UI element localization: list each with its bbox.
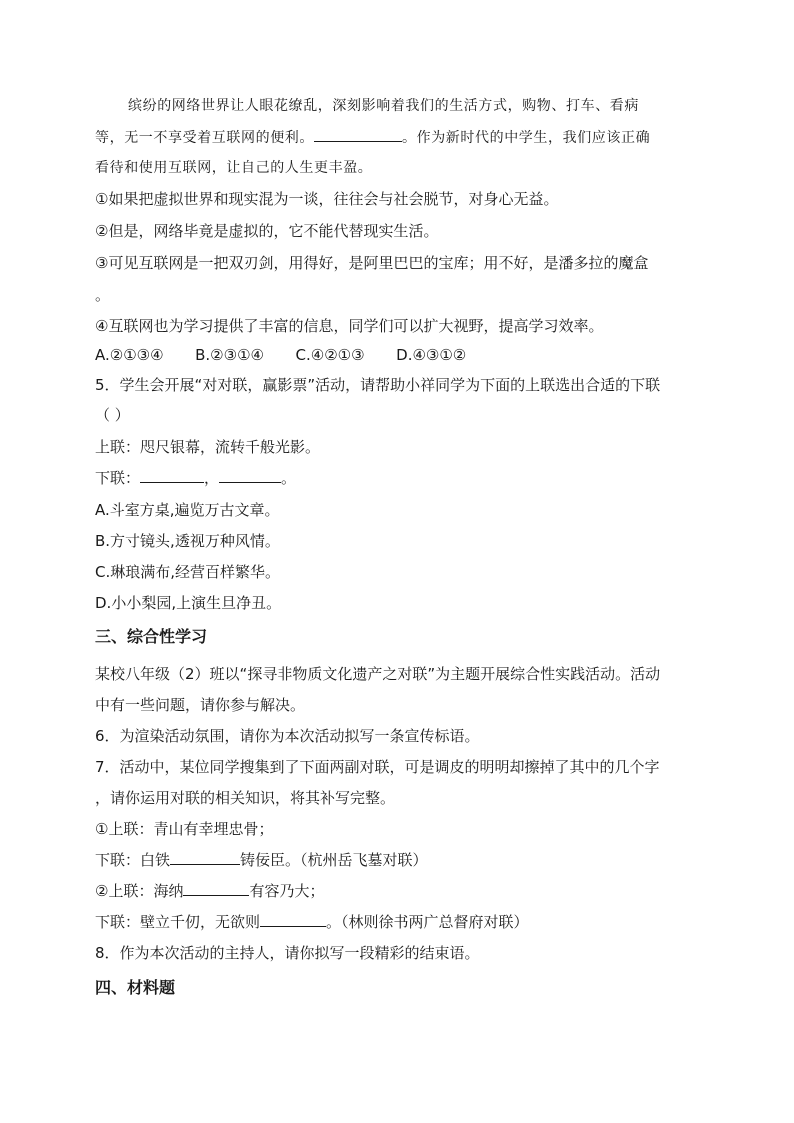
q4-option-c: C.④②①③ [295,346,365,364]
q5-option-c: C.琳琅满布,经营百样繁华。 [95,563,281,581]
section-3-intro: 某校八年级（2）班以“探寻非物质文化遗产之对联”为主题开展综合性实践活动。活动 [95,665,661,683]
q7-blank-2 [183,881,249,896]
q7-c1-lower-end: 铸佞臣。（杭州岳飞墓对联） [240,851,428,869]
q7-c1-lower-start: 下联：白铁 [95,851,171,869]
passage-line-2-start: 等，无一不享受着互联网的便利。 [95,130,314,146]
passage-blank [314,127,402,142]
q7-c2-upper-start: ②上联：海纳 [95,882,184,900]
q5-lower-prefix: 下联： [95,469,141,487]
q4-option-b: B.②③①④ [195,346,264,364]
q7-stem-cont: ，请你运用对联的相关知识，将其补写完整。 [95,789,396,807]
q5-blank-2 [219,468,281,483]
q4-sentence-3-end: 。 [95,286,111,304]
q5-option-a: A.斗室方桌,遍览万古文章。 [95,501,280,519]
q7-couplet-2-upper [95,881,324,901]
q5-option-d: D.小小梨园,上演生旦净丑。 [95,594,282,612]
q4-sentence-1: ①如果把虚拟世界和现实混为一谈，往往会与社会脱节，对身心无益。 [95,190,559,208]
q7-blank-3 [260,912,326,927]
q5-lower-couplet [95,468,296,488]
passage-line-2-end: 。作为新时代的中学生，我们应该正确 [402,130,651,146]
q7-couplet-1-lower [95,850,428,870]
q5-option-b: B.方寸镜头,透视万种风情。 [95,532,280,550]
q5-lower-comma: ， [204,469,220,487]
passage-line-2 [95,127,650,148]
q4-sentence-3: ③可见互联网是一把双刃剑，用得好，是阿里巴巴的宝库；用不好，是潘多拉的魔盒 [95,254,649,272]
q5-upper-couplet: 上联：咫尺银幕，流转千般光影。 [95,438,321,456]
section-3-title: 三、综合性学习 [95,627,208,646]
q7-c2-lower-start: 下联：壁立千仞，无欲则 [95,913,261,931]
q5-stem: 5．学生会开展“对对联，赢影票”活动，请帮助小祥同学为下面的上联选出合适的下联 [95,376,661,394]
q4-sentence-2: ②但是，网络毕竟是虚拟的，它不能代替现实生活。 [95,222,439,240]
q7-couplet-1-upper: ①上联：青山有幸埋忠骨； [95,820,274,838]
q7-couplet-2-lower [95,912,529,932]
section-3-intro-cont: 中有一些问题，请你参与解决。 [95,696,306,714]
q7-stem: 7．活动中，某位同学搜集到了下面两副对联，可是调皮的明明却擦掉了其中的几个字 [95,758,660,776]
q5-lower-end: 。 [281,469,297,487]
q7-c2-upper-end: 有容乃大； [249,882,325,900]
passage-line-3: 看待和使用互联网，让自己的人生更丰盈。 [95,160,373,176]
q7-blank-1 [170,850,240,865]
q6-stem: 6．为渲染活动氛围，请你为本次活动拟写一条宣传标语。 [95,727,480,745]
q4-options [95,345,466,365]
q5-stem-bracket: （ ） [95,406,130,424]
q4-option-a: A.②①③④ [95,346,164,364]
q5-blank-1 [140,468,204,483]
section-4-title: 四、材料题 [95,978,176,997]
passage-line-1: 缤纷的网络世界让人眼花缭乱，深刻影响着我们的生活方式，购物、打车、看病 [128,98,639,114]
q7-c2-lower-end: 。（林则徐书两广总督府对联） [326,913,529,931]
q8-stem: 8．作为本次活动的主持人，请你拟写一段精彩的结束语。 [95,944,480,962]
q4-sentence-4: ④互联网也为学习提供了丰富的信息，同学们可以扩大视野，提高学习效率。 [95,317,604,335]
q4-option-d: D.④③①② [396,346,467,364]
